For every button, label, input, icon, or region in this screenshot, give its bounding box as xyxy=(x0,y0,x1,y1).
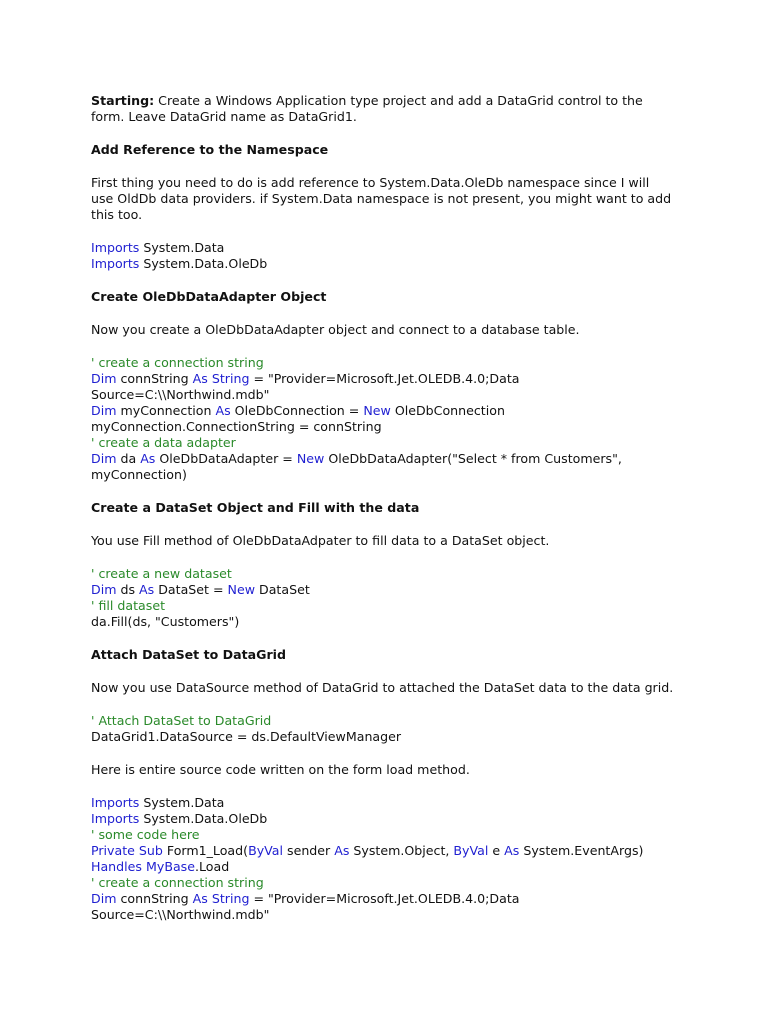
code-text: System.Data xyxy=(139,240,225,255)
code-line xyxy=(91,843,691,859)
code-keyword: As xyxy=(192,371,208,386)
adapter-paragraph xyxy=(91,322,691,338)
code-text: DataSet = xyxy=(154,582,228,597)
code-keyword: ByVal xyxy=(453,843,489,858)
code-line xyxy=(91,811,691,827)
attach-paragraph-line: Now you use DataSource method of DataGrid to attached the DataSet data to the data grid. xyxy=(91,680,674,695)
code-comment: ' create a new dataset xyxy=(91,566,232,581)
code-keyword: ByVal xyxy=(248,843,284,858)
code-keyword: As xyxy=(504,843,520,858)
code-text: .Load xyxy=(195,859,230,874)
code-keyword: New xyxy=(296,451,325,466)
code-text: da xyxy=(116,451,141,466)
code-keyword: Dim xyxy=(91,582,117,597)
section-heading-adapter: Create OleDbDataAdapter Object xyxy=(91,289,327,304)
code-keyword: New xyxy=(227,582,256,597)
code-line xyxy=(91,240,691,256)
code-text: System.Object, xyxy=(349,843,454,858)
code-text: sender xyxy=(283,843,335,858)
code-keyword: Dim xyxy=(91,403,117,418)
intro-line-2: form. Leave DataGrid name as DataGrid1. xyxy=(91,109,357,124)
code-line xyxy=(91,371,691,387)
code-text: = "Provider=Microsoft.Jet.OLEDB.4.0;Data xyxy=(249,371,520,386)
code-keyword: Handles xyxy=(91,859,142,874)
attach-paragraph xyxy=(91,680,691,696)
code-text: connString xyxy=(116,371,193,386)
intro-line-1 xyxy=(91,93,691,109)
code-line xyxy=(91,795,691,811)
code-keyword: Imports xyxy=(91,240,140,255)
document-body xyxy=(91,93,691,940)
code-text: OleDbDataAdapter = xyxy=(155,451,297,466)
code-keyword: As xyxy=(215,403,231,418)
code-line: DataGrid1.DataSource = ds.DefaultViewManager xyxy=(91,729,402,744)
code-line: Source=C:\\Northwind.mdb" xyxy=(91,387,270,402)
adapter-paragraph-line: Now you create a OleDbDataAdapter object and connect to a database table. xyxy=(91,322,580,337)
code-comment: ' create a data adapter xyxy=(91,435,236,450)
code-comment: ' Attach DataSet to DataGrid xyxy=(91,713,272,728)
code-line xyxy=(91,582,691,598)
code-text: System.Data.OleDb xyxy=(139,256,268,271)
code-line: Source=C:\\Northwind.mdb" xyxy=(91,907,270,922)
code-text: OleDbDataAdapter("Select * from Customers", xyxy=(324,451,622,466)
code-keyword: String xyxy=(211,891,250,906)
code-text: = "Provider=Microsoft.Jet.OLEDB.4.0;Data xyxy=(249,891,520,906)
code-keyword: Imports xyxy=(91,256,140,271)
section-heading-attach: Attach DataSet to DataGrid xyxy=(91,647,286,662)
code-keyword: New xyxy=(363,403,391,418)
intro-paragraph xyxy=(91,93,691,125)
code-block-full-source xyxy=(91,795,691,923)
section-heading-dataset: Create a DataSet Object and Fill with the data xyxy=(91,500,420,515)
dataset-paragraph xyxy=(91,533,691,549)
code-text: System.EventArgs) xyxy=(519,843,644,858)
code-text: e xyxy=(488,843,505,858)
code-comment: ' create a connection string xyxy=(91,355,264,370)
namespace-paragraph-line-1: First thing you need to do is add reference to System.Data.OleDb namespace since I will xyxy=(91,175,650,190)
code-text: OleDbConnection xyxy=(390,403,505,418)
code-keyword: Dim xyxy=(91,371,117,386)
namespace-paragraph xyxy=(91,175,691,223)
intro-label: Starting: xyxy=(91,93,155,108)
code-line: myConnection) xyxy=(91,467,187,482)
code-comment: ' create a connection string xyxy=(91,875,264,890)
code-block-dataset xyxy=(91,566,691,630)
code-text: System.Data.OleDb xyxy=(139,811,268,826)
code-keyword: Dim xyxy=(91,891,117,906)
code-line: da.Fill(ds, "Customers") xyxy=(91,614,240,629)
code-text: myConnection xyxy=(116,403,216,418)
code-keyword: Private Sub xyxy=(91,843,163,858)
code-comment: ' some code here xyxy=(91,827,200,842)
code-block-imports xyxy=(91,240,691,272)
code-keyword: As xyxy=(192,891,208,906)
code-keyword: Imports xyxy=(91,795,140,810)
section-heading-namespace: Add Reference to the Namespace xyxy=(91,142,329,157)
code-block-attach xyxy=(91,713,691,745)
code-text: System.Data xyxy=(139,795,225,810)
code-block-adapter xyxy=(91,355,691,483)
code-line xyxy=(91,403,691,419)
code-line: myConnection.ConnectionString = connString xyxy=(91,419,382,434)
dataset-paragraph-line: You use Fill method of OleDbDataAdpater to fill data to a DataSet object. xyxy=(91,533,550,548)
code-text: ds xyxy=(116,582,140,597)
code-text: connString xyxy=(116,891,193,906)
code-keyword: String xyxy=(211,371,250,386)
code-comment: ' fill dataset xyxy=(91,598,166,613)
namespace-paragraph-line-2: use OldDb data providers. if System.Data namespace is not present, you might want to add xyxy=(91,191,672,206)
code-line xyxy=(91,451,691,467)
code-text: Form1_Load( xyxy=(162,843,249,858)
code-keyword: As xyxy=(334,843,350,858)
code-keyword: MyBase xyxy=(146,859,195,874)
code-keyword: As xyxy=(140,451,156,466)
code-line xyxy=(91,859,691,875)
source-intro-line: Here is entire source code written on the form load method. xyxy=(91,762,470,777)
code-keyword: As xyxy=(139,582,155,597)
code-keyword: Dim xyxy=(91,451,117,466)
code-line xyxy=(91,256,691,272)
code-line xyxy=(91,891,691,907)
intro-text-1: Create a Windows Application type project and add a DataGrid control to the xyxy=(154,93,643,108)
source-intro-paragraph xyxy=(91,762,691,778)
code-text: OleDbConnection = xyxy=(230,403,364,418)
namespace-paragraph-line-3: this too. xyxy=(91,207,143,222)
code-keyword: Imports xyxy=(91,811,140,826)
code-text: DataSet xyxy=(255,582,310,597)
